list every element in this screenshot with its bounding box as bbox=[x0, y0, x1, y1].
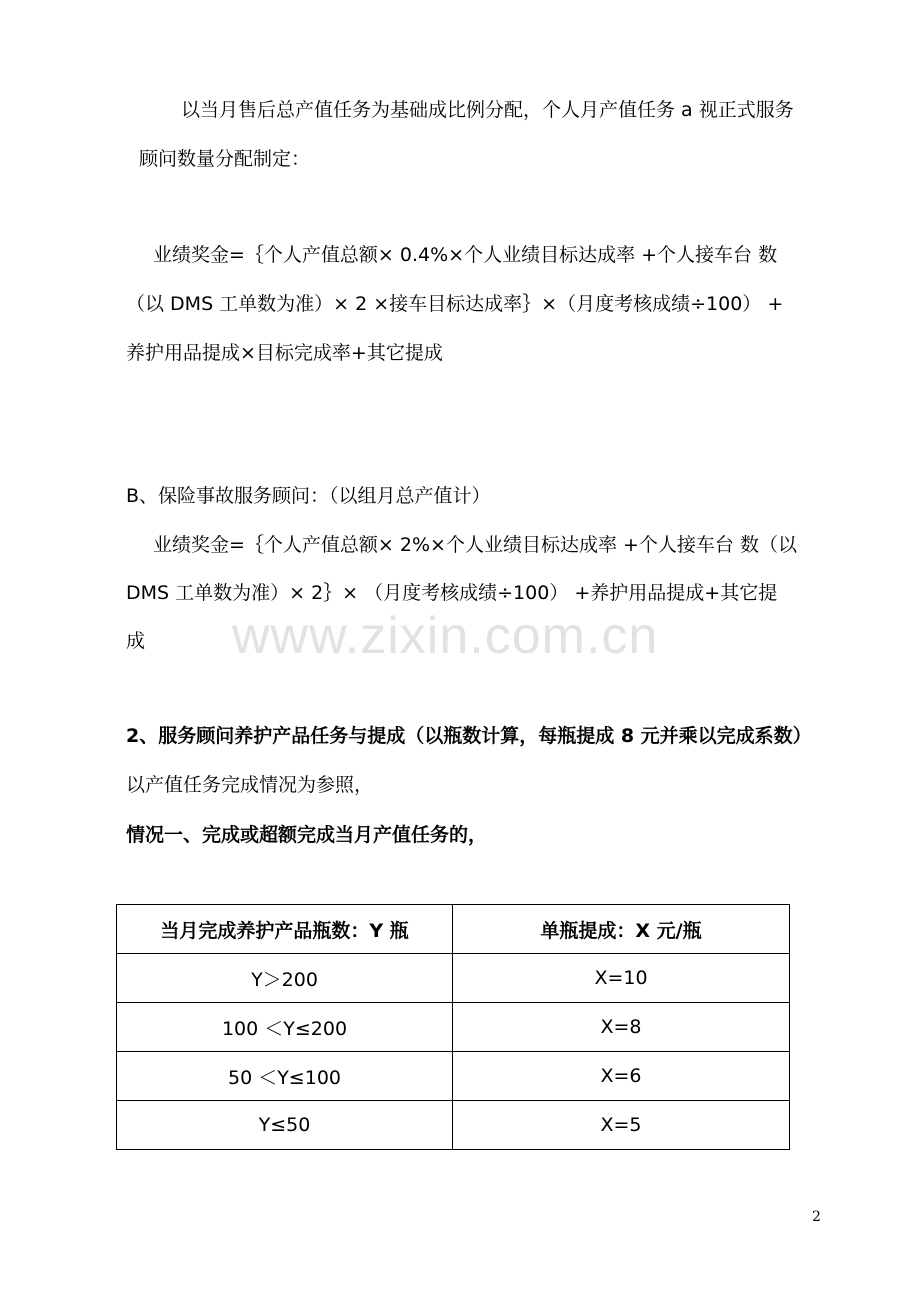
table-row bbox=[117, 1003, 790, 1052]
section-2-heading: 2、服务顾问养护产品任务与提成（以瓶数计算，每瓶提成 8 元并乘以完成系数） bbox=[126, 725, 812, 747]
cell-commission: X=10 bbox=[453, 954, 790, 1003]
bonus-formula-1-line-3: 养护用品提成×目标完成率+其它提成 bbox=[126, 342, 443, 364]
bonus-formula-2-line-2: DMS 工单数为准）× 2｝× （月度考核成绩÷100） +养护用品提成+其它提 bbox=[126, 582, 778, 604]
bonus-formula-2-line-3: 成 bbox=[126, 630, 146, 652]
cell-bottle-range: 50 ＜Y≤100 bbox=[117, 1052, 453, 1101]
table-row bbox=[117, 954, 790, 1003]
bonus-formula-1-line-2: （以 DMS 工单数为准）× 2 ×接车目标达成率｝×（月度考核成绩÷100） + bbox=[126, 293, 784, 315]
cell-commission: X=6 bbox=[453, 1052, 790, 1101]
paragraph-1-line-1: 以当月售后总产值任务为基础成比例分配，个人月产值任务 a 视正式服务 bbox=[181, 99, 794, 121]
paragraph-1-line-2: 顾问数量分配制定： bbox=[139, 148, 311, 170]
case-1-heading: 情况一、完成或超额完成当月产值任务的， bbox=[126, 824, 488, 846]
header-unit-commission: 单瓶提成：X 元/瓶 bbox=[453, 905, 790, 954]
insurance-advisor-heading: B、保险事故服务顾问：（以组月总产值计） bbox=[126, 485, 491, 507]
cell-bottle-range: Y≤50 bbox=[117, 1101, 453, 1150]
page-number: 2 bbox=[812, 1209, 821, 1225]
cell-commission: X=8 bbox=[453, 1003, 790, 1052]
header-bottle-count: 当月完成养护产品瓶数：Y 瓶 bbox=[117, 905, 453, 954]
watermark: www.zixin.com.cn bbox=[232, 607, 659, 665]
bonus-formula-2-line-1: 业绩奖金=｛个人产值总额× 2%×个人业绩目标达成率 +个人接车台 数（以 bbox=[153, 534, 797, 556]
table-row bbox=[117, 1052, 790, 1101]
bonus-formula-1-line-1: 业绩奖金=｛个人产值总额× 0.4%×个人业绩目标达成率 +个人接车台 数 bbox=[153, 244, 778, 266]
cell-bottle-range: Y＞200 bbox=[117, 954, 453, 1003]
table-header-row bbox=[117, 905, 790, 954]
cell-bottle-range: 100 ＜Y≤200 bbox=[117, 1003, 453, 1052]
section-2-intro: 以产值任务完成情况为参照， bbox=[126, 774, 374, 796]
table-row bbox=[117, 1101, 790, 1150]
cell-commission: X=5 bbox=[453, 1101, 790, 1150]
commission-table bbox=[116, 904, 790, 1150]
